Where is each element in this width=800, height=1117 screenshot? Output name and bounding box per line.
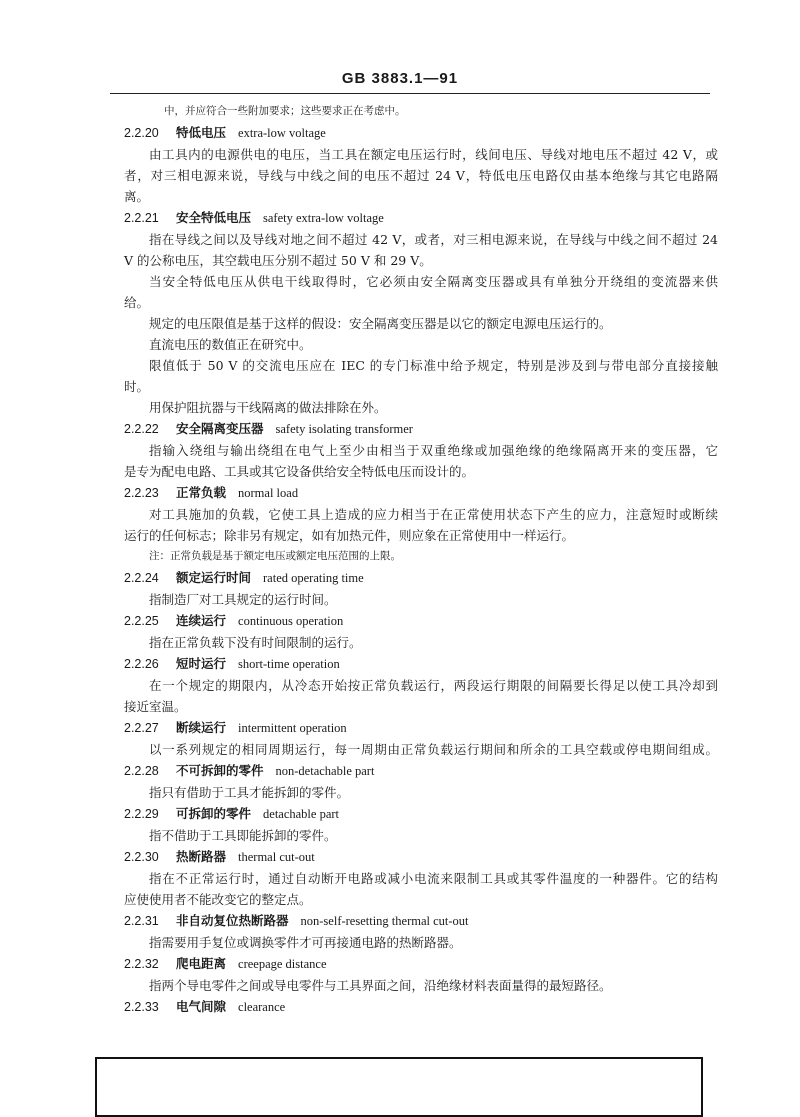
clause-term-english: extra-low voltage [238,126,326,140]
clause-heading [124,996,718,1018]
clause-term-chinese: 热断路器 [176,849,227,864]
clause-number: 2.2.28 [124,764,159,778]
clause-term-chinese: 断续运行 [176,720,227,735]
clause-term-chinese: 非自动复位热断路器 [176,913,289,928]
clause-term-chinese: 短时运行 [176,656,227,671]
clause-heading [124,653,718,675]
paragraph-line: 直流电压的数值正在研究中。 [149,337,312,352]
clause-number: 2.2.31 [124,914,159,928]
paragraph-line: 指需要用手复位或调换零件才可再接通电路的热断路器。 [149,935,462,950]
clause-heading [124,567,718,589]
paragraph-line: 者，对三相电源来说，导线与中线之间的电压不超过 24 V，特低电压电路仅由基本绝缘与其它电路隔 [124,168,718,183]
paragraph-last-line: 是专为配电电路、工具或其它设备供给安全特低电压而设计的。 [124,464,475,479]
clause-term-chinese: 不可拆卸的零件 [176,763,264,778]
paragraph-first-line: 指在导线之间以及导线对地之间不超过 42 V，或者，对三相电源来说，在导线与中线之间不超过 24 [149,232,718,247]
clause-term-english: safety isolating transformer [275,422,413,436]
clause-term-chinese: 额定运行时间 [176,570,252,585]
clause-number: 2.2.22 [124,422,159,436]
clause-term-english: continuous operation [238,614,344,628]
paragraph-first-line: 由工具内的电源供电的电压，当工具在额定电压运行时，线间电压、导线对地电压不超过 42 V，或 [149,147,718,162]
header-rule [110,93,710,94]
clause-heading [124,803,718,825]
paragraph-first-line: 以一系列规定的相同周期运行，每一周期由正常负载运行期间和所余的工具空载或停电期间组成。 [149,742,718,757]
clause-term-chinese: 可拆卸的零件 [176,806,252,821]
clause-number: 2.2.21 [124,211,159,225]
clause-heading [124,760,718,782]
clause-heading [124,953,718,975]
clause-number: 2.2.20 [124,126,159,140]
paragraph-line: 指制造厂对工具规定的运行时间。 [149,592,337,607]
paragraph-last-line: 离。 [124,189,150,204]
paragraph-first-line: 指输入绕组与输出绕组在电气上至少由相当于双重绝缘或加强绝缘的绝缘隔离开来的变压器，它 [149,443,718,458]
clause-term-chinese: 安全隔离变压器 [176,421,264,436]
paragraph-last-line: V 的公称电压，其空载电压分别不超过 50 V 和 29 V。 [124,253,432,268]
clause-heading [124,910,718,932]
note-continuation-line: 中，并应符合一些附加要求；这些要求正在考虑中。 [164,105,406,117]
clause-term-english: non-detachable part [275,764,375,778]
paragraph-line: 用保护阻抗器与干线隔离的做法排除在外。 [149,400,387,415]
paragraph-first-line: 限值低于 50 V 的交流电压应在 IEC 的专门标准中给予规定，特别是涉及到与带电部分直接接触 [149,358,718,373]
paragraph-line: 指在正常负载下没有时间限制的运行。 [149,635,362,650]
clause-heading [124,122,718,144]
clause-term-english: safety extra-low voltage [263,211,384,225]
document-body [124,101,718,1018]
paragraph-line: 规定的电压限值是基于这样的假设：安全隔离变压器是以它的额定电源电压运行的。 [149,316,612,331]
paragraph-last-line: 应使使用者不能改变它的整定点。 [124,892,312,907]
clause-heading [124,846,718,868]
clause-term-english: non-self-resetting thermal cut-out [300,914,469,928]
clause-term-english: rated operating time [263,571,364,585]
clause-term-chinese: 安全特低电压 [176,210,252,225]
footer-frame [95,1057,703,1117]
clause-number: 2.2.32 [124,957,159,971]
paragraph-first-line: 当安全特低电压从供电干线取得时，它必须由安全隔离变压器或具有单独分开绕组的变流器来供 [149,274,718,289]
clause-term-english: detachable part [263,807,340,821]
paragraph-first-line: 对工具施加的负载，它使工具上造成的应力相当于在正常使用状态下产生的应力，注意短时或断续 [149,507,718,522]
clause-number: 2.2.25 [124,614,159,628]
clause-number: 2.2.33 [124,1000,159,1014]
clause-term-english: normal load [238,486,299,500]
clause-term-english: clearance [238,1000,286,1014]
paragraph-line: 指不借助于工具即能拆卸的零件。 [149,828,337,843]
clause-heading [124,482,718,504]
clause-number: 2.2.23 [124,486,159,500]
clause-term-english: thermal cut-out [238,850,315,864]
paragraph-last-line: 给。 [124,295,150,310]
paragraph-last-line: 运行的任何标志；除非另有规定，如有加热元件，则应象在正常使用中一样运行。 [124,528,575,543]
paragraph-first-line: 在一个规定的期限内，从冷态开始按正常负载运行，两段运行期限的间隔要长得足以使工具冷却到 [149,678,718,693]
paragraph-last-line: 时。 [124,379,150,394]
clause-term-chinese: 特低电压 [176,125,227,140]
clause-heading [124,610,718,632]
clause-term-chinese: 正常负载 [176,485,227,500]
clause-term-english: intermittent operation [238,721,347,735]
clause-term-chinese: 爬电距离 [176,956,227,971]
clause-heading [124,207,718,229]
clause-number: 2.2.27 [124,721,159,735]
clause-term-chinese: 连续运行 [176,613,227,628]
clause-number: 2.2.30 [124,850,159,864]
clause-term-english: short-time operation [238,657,340,671]
paragraph-first-line: 指在不正常运行时，通过自动断开电路或减小电流来限制工具或其零件温度的一种器件。它的结构 [149,871,718,886]
clause-heading [124,418,718,440]
paragraph-line: 指只有借助于工具才能拆卸的零件。 [149,785,350,800]
clause-number: 2.2.24 [124,571,159,585]
clause-number: 2.2.29 [124,807,159,821]
paragraph-line: 指两个导电零件之间或导电零件与工具界面之间，沿绝缘材料表面量得的最短路径。 [149,978,612,993]
clause-term-english: creepage distance [238,957,327,971]
note-line: 注：正常负载是基于额定电压或额定电压范围的上限。 [149,550,401,562]
clause-heading [124,717,718,739]
clause-term-chinese: 电气间隙 [176,999,227,1014]
standard-number-header: GB 3883.1—91 [341,70,459,87]
clause-number: 2.2.26 [124,657,159,671]
paragraph-last-line: 接近室温。 [124,699,187,714]
